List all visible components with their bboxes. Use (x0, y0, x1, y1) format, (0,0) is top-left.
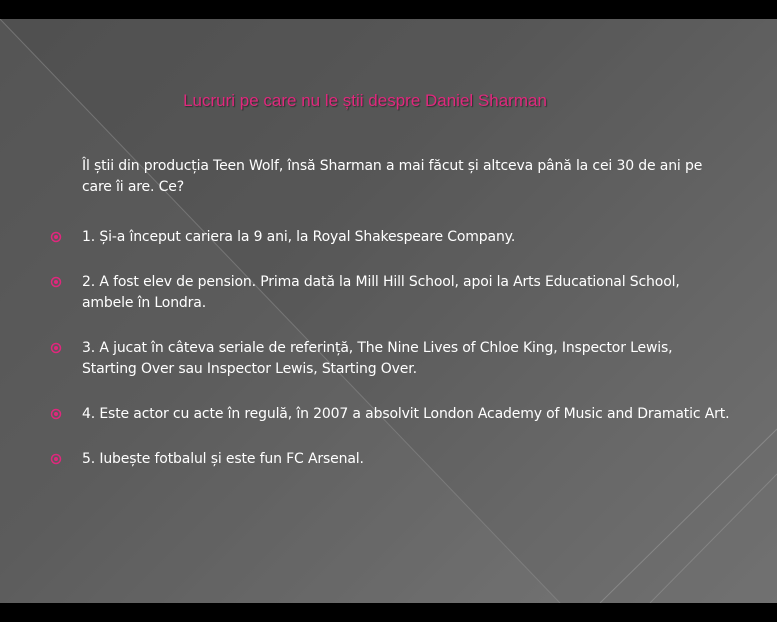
intro-paragraph: Îl știi din producția Teen Wolf, însă Sharman a mai făcut și altceva până la cei 30 de ani pe care îi are. Ce? (82, 158, 703, 195)
list-item-text: 3. A jucat în câteva seriale de referință, The Nine Lives of Chloe King, Inspector Lewis, Starting Over sau Inspector Lewis, Starting Over. (82, 340, 673, 377)
circle-bullet-icon (50, 276, 62, 288)
list-item (50, 338, 730, 380)
slide (0, 19, 777, 603)
circle-bullet-icon (50, 453, 62, 465)
list-item-text: 1. Și-a început cariera la 9 ani, la Royal Shakespeare Company. (82, 229, 516, 245)
list-item (50, 272, 730, 314)
list-item (50, 227, 730, 248)
slide-title: Lucruri pe care nu le știi despre Daniel Sharman (183, 91, 547, 110)
fact-list (50, 227, 730, 494)
list-item (50, 404, 730, 425)
list-item-text: 4. Este actor cu acte în regulă, în 2007 a absolvit London Academy of Music and Dramatic Art. (82, 406, 730, 422)
list-item-text: 2. A fost elev de pension. Prima dată la Mill Hill School, apoi la Arts Educational School, ambele în Londra. (82, 274, 680, 311)
circle-bullet-icon (50, 408, 62, 420)
circle-bullet-icon (50, 342, 62, 354)
list-item (50, 449, 730, 470)
circle-bullet-icon (50, 231, 62, 243)
list-item-text: 5. Iubește fotbalul și este fun FC Arsenal. (82, 451, 364, 467)
